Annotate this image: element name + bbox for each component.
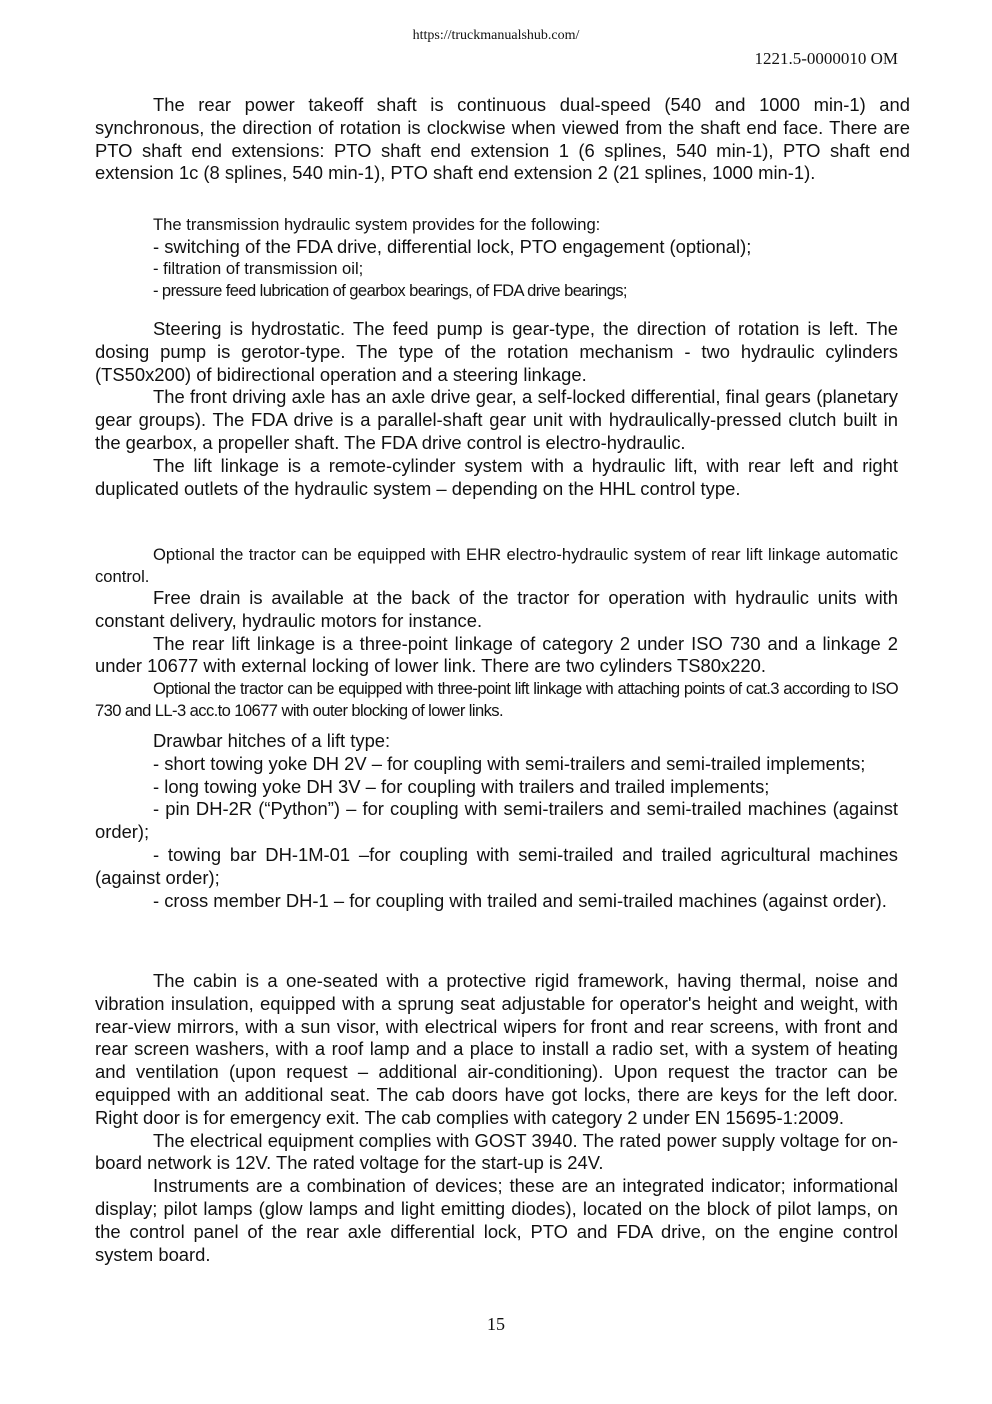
drawbar-intro: Drawbar hitches of a lift type: xyxy=(153,730,391,751)
page-number: 15 xyxy=(487,1314,505,1334)
list-item: - pin DH-2R (“Python”) – for coupling with semi-trailers and semi-trailed machines (against order); xyxy=(95,798,898,843)
instruments-paragraph: Instruments are a combination of devices; these are an integrated indicator; informational display; pilot lamps (glow lamps and light emitting diodes), located on the block of pilot lamps, on the control panel of the rear axle differential lock, PTO and FDA drive, on the engine control system board. xyxy=(95,1175,898,1265)
ehr-option-paragraph: Optional the tractor can be equipped with EHR electro-hydraulic system of rear lift linkage automatic control. xyxy=(95,545,898,586)
list-item: - switching of the FDA drive, differential lock, PTO engagement (optional); xyxy=(153,235,752,257)
drawbar-hitches-section xyxy=(95,730,898,912)
cabin-paragraph: The cabin is a one-seated with a protective rigid framework, having thermal, noise and vibration insulation, equipped with a sprung seat adjustable for operator's height and weight, with rear-view mirrors, with a sun visor, with electrical wipers for front and rear screens, with front and rear screen washers, with a roof lamp and a place to install a radio set, with a system of heating and ventilation (upon request – additional air-conditioning). Upon request the tractor can be equipped with an additional seat. The cab doors have got locks, there are keys for the left door. Right door is for emergency exit. The cab complies with category 2 under EN 15695-1:2009. xyxy=(95,970,898,1128)
list-item: - long towing yoke DH 3V – for coupling with trailers and trailed implements; xyxy=(153,775,770,797)
electrical-paragraph: The electrical equipment complies with GOST 3940. The rated power supply voltage for on-board network is 12V. The rated voltage for the start-up is 24V. xyxy=(95,1129,898,1174)
transmission-hydraulics-section xyxy=(95,214,898,301)
list-item: - short towing yoke DH 2V – for coupling with semi-trailers and semi-trailed implements; xyxy=(153,752,866,774)
list-item: - towing bar DH-1M-01 –for coupling with semi-trailed and trailed agricultural machines (against order); xyxy=(95,843,898,888)
transmission-intro: The transmission hydraulic system provides for the following: xyxy=(153,215,601,234)
free-drain-paragraph: Free drain is available at the back of the tractor for operation with hydraulic units with constant delivery, hydraulic motors for instance. xyxy=(95,587,898,631)
list-item: - pressure feed lubrication of gearbox bearings, of FDA drive bearings; xyxy=(153,280,627,300)
list-item: - cross member DH-1 – for coupling with trailed and semi-trailed machines (against order). xyxy=(153,889,887,911)
source-url: https://truckmanualshub.com/ xyxy=(412,28,580,43)
front-axle-paragraph: The front driving axle has an axle drive gear, a self-locked differential, final gears (planetary gear groups). The FDA drive is a parallel-shaft gear unit with hydraulically-pressed clutch built in the gearbox, a propeller shaft. The FDA drive control is electro-hydraulic. xyxy=(95,386,898,453)
steering-axle-lift-section xyxy=(95,318,898,500)
pto-section xyxy=(95,94,910,185)
lift-options-section xyxy=(95,544,898,721)
rear-lift-paragraph: The rear lift linkage is a three-point linkage of category 2 under ISO 730 and a linkage 2 under 10677 with external locking of lower link. There are two cylinders TS80x220. xyxy=(95,632,898,677)
cat3-option-paragraph: Optional the tractor can be equipped with three-point lift linkage with attaching points of cat.3 according to ISO 730 and LL-3 acc.to 10677 with outer blocking of lower links. xyxy=(95,679,898,720)
steering-paragraph: Steering is hydrostatic. The feed pump is gear-type, the direction of rotation is left. The dosing pump is gerotor-type. The type of the rotation mechanism - two hydraulic cylinders (TS50x200) of bidirectional operation and a steering linkage. xyxy=(95,318,898,385)
list-item: - filtration of transmission oil; xyxy=(153,259,364,279)
pto-paragraph: The rear power takeoff shaft is continuous dual-speed (540 and 1000 min-1) and synchronous, the direction of rotation is clockwise when viewed from the shaft end face. There are PTO shaft end extensions: PTO shaft end extension 1 (6 splines, 540 min-1), PTO shaft end extension 1c (8 splines, 540 min-1), PTO shaft end extension 2 (21 splines, 1000 min-1). xyxy=(95,94,910,184)
cabin-electrical-section xyxy=(95,970,898,1266)
lift-linkage-paragraph: The lift linkage is a remote-cylinder system with a hydraulic lift, with rear left and right duplicated outlets of the hydraulic system – depending on the HHL control type. xyxy=(95,454,898,499)
document-number: 1221.5-0000010 OM xyxy=(754,49,898,68)
